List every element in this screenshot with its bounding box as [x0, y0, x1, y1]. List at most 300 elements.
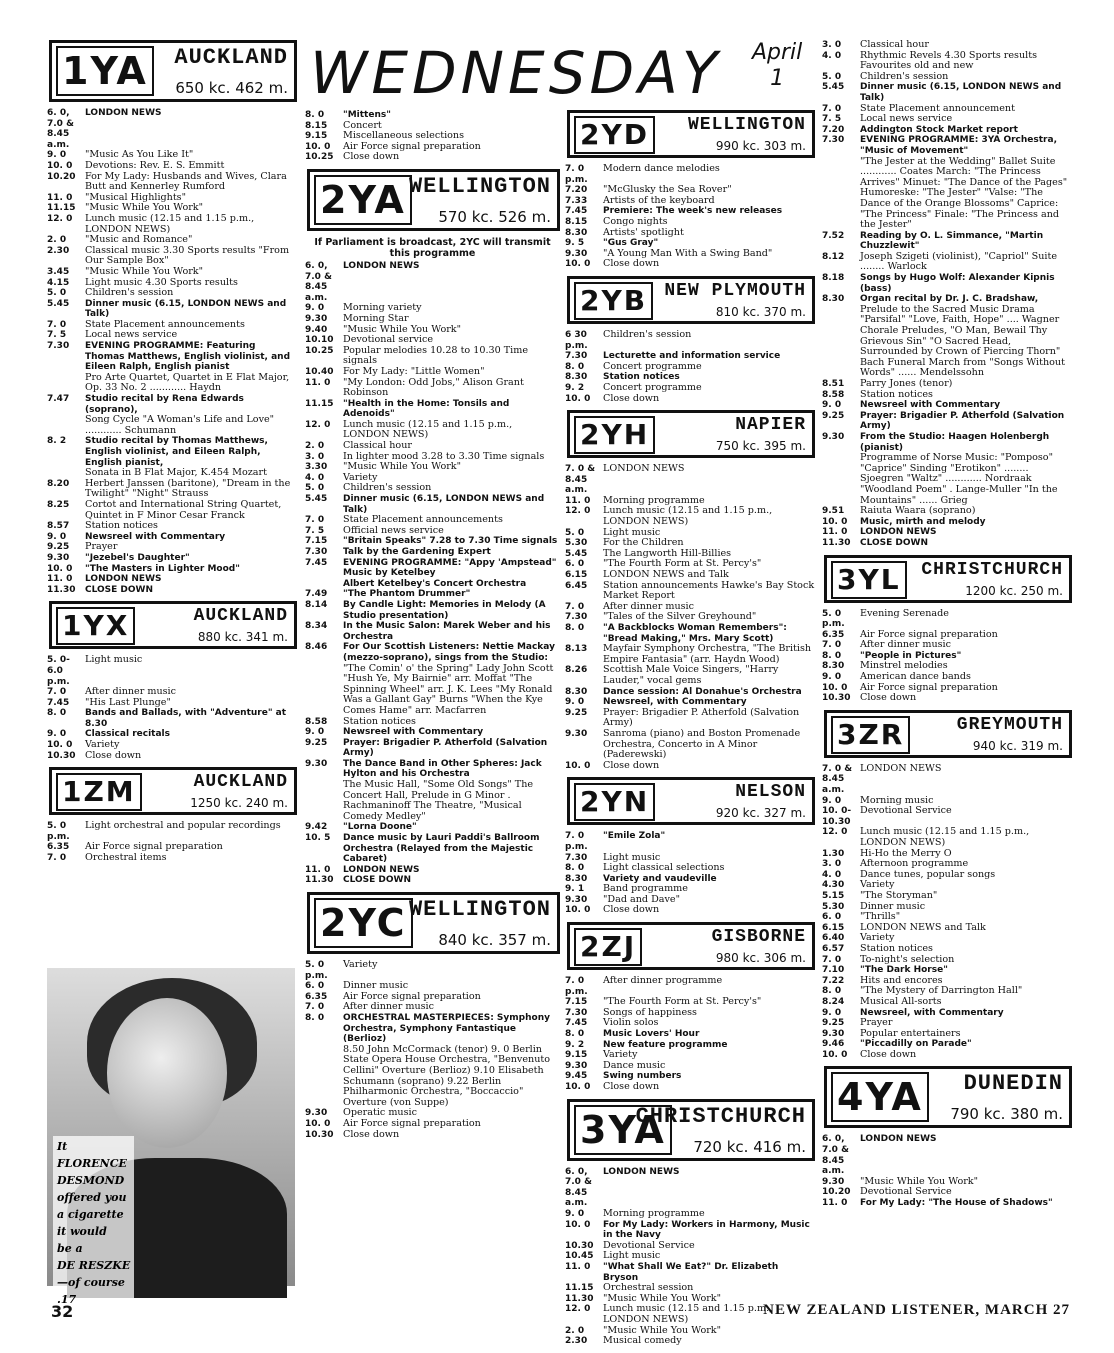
entry-time: 5. 0 p.m. — [305, 960, 328, 981]
station-masthead — [567, 276, 815, 324]
station-city: DUNEDIN — [963, 1071, 1063, 1097]
entry-title: The Music Hall, "Some Old Songs" The Concert Hall, Prelude in G Minor . Rachmaninoff The Theatre, "Musical Comedy Medley" — [343, 779, 534, 822]
programme-entry — [47, 655, 297, 687]
entry-title: Newsreel with Commentary — [860, 400, 1001, 411]
entry-time: 10. 0 — [305, 141, 331, 152]
entry-time: 2.30 — [47, 245, 70, 256]
entry-time: 8.51 — [822, 379, 845, 389]
entry-title: Children's session — [603, 328, 692, 340]
entry-title: Reading by O. L. Simmance, "Martin Chuzzlewit" — [860, 230, 1044, 252]
entry-time: 11. 0 — [47, 192, 73, 203]
entry-time: 2. 0 — [565, 1325, 585, 1336]
entry-title: Air Force signal preparation — [85, 841, 223, 853]
programme-entry — [47, 564, 297, 575]
entry-time: 9.25 — [822, 410, 845, 421]
entry-title: Devotional service — [343, 334, 434, 346]
entry-time: 12. 0 — [565, 1304, 591, 1315]
entry-title: Variety — [603, 1049, 638, 1061]
entry-time — [47, 468, 85, 479]
station-frequency: 990 kc. 303 m. — [715, 139, 806, 153]
entry-time: 7. 0 — [305, 1002, 325, 1013]
entry-time: 12. 0 — [305, 419, 331, 430]
entry-title: Devotional Service — [860, 805, 952, 817]
entry-time: 11.30 — [47, 584, 76, 595]
entry-time: 7.20 — [565, 185, 588, 196]
entry-time: 9.25 — [305, 737, 328, 748]
programme-entry — [822, 1198, 1072, 1209]
station-city: CHRISTCHURCH — [635, 1103, 806, 1129]
entry-title: Newsreel with Commentary — [85, 531, 226, 542]
station-2yb — [565, 276, 815, 410]
advert-photo — [47, 968, 295, 1306]
entry-title: LONDON NEWS — [860, 762, 942, 774]
programme-entry — [305, 600, 560, 621]
entry-time: 8.26 — [565, 665, 588, 676]
station-masthead — [307, 892, 560, 954]
entry-title: Song Cycle "A Woman's Life and Love" ............ Schumann — [85, 414, 275, 436]
programme-entry — [822, 640, 1072, 651]
advert-line: .17 — [57, 1293, 77, 1306]
entry-time: 10. 0 — [47, 740, 73, 751]
entry-time: 9.30 — [565, 728, 588, 739]
entry-time: 8.13 — [565, 644, 588, 655]
advert-line: DE RESZKE — [57, 1259, 131, 1272]
programme-entry — [822, 609, 1072, 630]
programme-entry — [565, 687, 815, 698]
programme-entry — [822, 273, 1072, 294]
entry-title: "Mittens" — [343, 110, 391, 120]
entry-time: 9.30 — [822, 1176, 845, 1187]
entry-time: 9.25 — [822, 1018, 845, 1029]
programme-entry — [305, 346, 560, 367]
entry-time — [822, 453, 860, 506]
station-4ya — [822, 1066, 1072, 1214]
programme-entry — [47, 708, 297, 729]
entry-title: Dinner music (6.15, LONDON NEWS and Talk) — [860, 82, 1062, 103]
entry-time: 8. 0 — [305, 1012, 325, 1023]
entry-title: For Our Scottish Listeners: Nettie Mackay (mezzo-soprano), sings from the Studio: — [343, 642, 555, 663]
station-logo: 3YL — [831, 561, 907, 599]
entry-time: 10. 0 — [822, 1049, 848, 1060]
entry-title: "The Mystery of Darrington Hall" — [860, 985, 1023, 997]
programme-entry — [565, 623, 815, 644]
station-masthead — [567, 1099, 815, 1161]
entry-title: "The Dark Horse" — [860, 965, 948, 976]
entry-title: Addington Stock Market report — [860, 124, 1018, 135]
programme-entry — [305, 865, 560, 876]
station-frequency: 840 kc. 357 m. — [438, 931, 551, 949]
entry-title: Close down — [85, 749, 142, 761]
entry-time: 6.15 — [822, 922, 845, 933]
entry-time — [305, 780, 343, 822]
entry-time: 7. 0 — [47, 687, 67, 698]
programme-entry — [47, 330, 297, 341]
entry-title: "What Shall We Eat?" Dr. Elizabeth Bryson — [603, 1261, 779, 1283]
entry-title: Classical music 3.30 Sports results "From Our Sample Box" — [85, 244, 290, 267]
programme-entry — [47, 299, 297, 320]
entry-time: 10. 5 — [305, 833, 331, 844]
entry-time: 7.15 — [565, 997, 588, 1008]
entry-title: Prayer: Brigadier P. Atherfold (Salvation Army) — [860, 410, 1065, 432]
entry-time: 8.30 — [565, 227, 588, 238]
entry-time: 5. 0 p.m. — [822, 608, 845, 630]
entry-time: 8.20 — [47, 478, 70, 489]
programme-entry — [565, 976, 815, 997]
entry-title: "The Fourth Form at St. Percy's" — [603, 996, 762, 1008]
entry-title: After dinner programme — [603, 975, 723, 987]
entry-title: Cortot and International String Quartet, Quintet in F Minor Cesar Franck — [85, 498, 282, 521]
station-city: CHRISTCHURCH — [921, 559, 1063, 580]
station-logo: 2YA — [314, 175, 412, 225]
programme-entry — [47, 267, 297, 278]
entry-title: LONDON NEWS and Talk — [603, 569, 729, 581]
entry-time: 7. 0 & 8.45 a.m. — [822, 763, 853, 796]
programme-entry — [565, 164, 815, 185]
programme-entry — [565, 259, 815, 270]
entry-title: "Music While You Work" — [85, 202, 204, 214]
entry-time: 8. 0 — [565, 623, 585, 633]
programme-entry — [565, 1167, 815, 1209]
entry-title: Morning Star — [343, 312, 409, 324]
entry-time: 10.20 — [47, 171, 76, 182]
entry-title: Lunch music (12.15 and 1.15 p.m., LONDON NEWS) — [343, 418, 513, 441]
entry-title: "A Young Man With a Swing Band" — [603, 247, 773, 259]
station-logo: 2YN — [574, 783, 655, 821]
entry-time: 5.30 — [565, 538, 588, 549]
entry-time: 9. 1 — [565, 884, 585, 895]
entry-time: 5. 0 p.m. — [47, 821, 70, 842]
entry-time: 4.30 — [822, 880, 845, 891]
programme-entry — [305, 780, 560, 822]
entry-title: "My London: Odd Jobs," Alison Grant Robinson — [343, 376, 524, 399]
entry-title: Close down — [603, 759, 660, 771]
entry-time: 9.30 — [47, 552, 70, 563]
programme-entry — [47, 246, 297, 267]
entry-time: 5.45 — [47, 298, 70, 309]
entry-title: "His Last Plunge" — [85, 696, 171, 708]
entry-time: 7. 5 — [305, 525, 325, 536]
entry-title: "Emile Zola" — [603, 831, 666, 842]
column-4 — [822, 40, 1072, 1215]
programme-entry — [822, 390, 1072, 401]
programme-entry — [822, 305, 1072, 379]
entry-time — [305, 579, 343, 590]
advert-line: DESMOND — [57, 1174, 125, 1187]
programme-entry — [822, 891, 1072, 902]
entry-title: Afternoon programme — [860, 858, 969, 870]
entry-title: Light classical selections — [603, 862, 725, 874]
entry-title: For My Lady: Workers in Harmony, Music in the Navy — [603, 1219, 810, 1241]
entry-title: Classical recitals — [85, 729, 170, 740]
station-city: AUCKLAND — [193, 606, 288, 627]
programme-entry — [305, 1013, 560, 1045]
entry-title: Music Lovers' Hour — [603, 1029, 700, 1040]
entry-time: 7.45 — [565, 206, 588, 217]
entry-title: For My Lady: "Little Women" — [343, 365, 485, 377]
programme-entry — [305, 314, 560, 325]
entry-time — [305, 1045, 343, 1109]
entry-title: ORCHESTRAL MASTERPIECES: Symphony Orchestra, Symphony Fantastique (Berlioz) — [343, 1012, 550, 1045]
entry-time: 6. 0, 7.0 & 8.45 a.m. — [822, 1134, 849, 1177]
entry-title: Children's session — [85, 287, 174, 299]
block-gap — [822, 1209, 1072, 1215]
station-note: If Parliament is broadcast, 2YC will transmit this programme — [314, 236, 551, 259]
entry-title: Variety — [860, 879, 895, 891]
station-masthead — [49, 601, 297, 649]
entry-title: Dance session: Al Donahue's Orchestra — [603, 686, 802, 697]
entry-time: 8.30 — [565, 873, 588, 884]
entry-time: 9. 0 — [47, 531, 67, 542]
entry-title: Concert — [343, 119, 382, 131]
station-logo: 1YX — [56, 607, 135, 645]
programme-entry — [305, 536, 560, 547]
station-masthead — [307, 169, 560, 231]
entry-title: Prelude to the Sacred Music Drama "Parsifal" "Love, Faith, Hope" .... Wagner Chorale Preludes, "O Man, Bewail Thy Grievous Sin" "O Sacred Head, Surrounded by Crown of Piercing Thorn" Bach Funeral March from "Songs Without Words" ...... Mendelssohn — [860, 303, 1065, 379]
entry-time: 11. 0 — [565, 1261, 591, 1272]
programme-entry — [47, 553, 297, 564]
entry-time: 7. 0 — [822, 103, 842, 114]
entry-time: 5. 0 — [47, 288, 67, 299]
programme-entry — [305, 759, 560, 780]
programme-entry — [305, 717, 560, 728]
entry-title: Rhythmic Revels 4.30 Sports results Favourites old and new — [860, 49, 1038, 72]
entry-time: 5.45 — [305, 494, 328, 505]
programme-entry — [305, 589, 560, 600]
programme-entry — [822, 806, 1072, 827]
entry-time: 7.52 — [822, 230, 845, 241]
entry-time: 3. 0 — [822, 859, 842, 870]
programme-entry — [565, 708, 815, 729]
entry-title: Scottish Male Voice Singers, "Harry Lauder," vocal gems — [603, 664, 779, 686]
entry-time: 6.35 — [305, 991, 328, 1002]
programme-entry — [822, 1187, 1072, 1198]
entry-time: 7.10 — [822, 965, 845, 976]
entry-time: 10.30 — [47, 750, 76, 761]
entry-time: 8. 0 — [565, 361, 585, 372]
entry-time: 2. 0 — [305, 441, 325, 452]
programme-entry — [822, 1050, 1072, 1061]
entry-title: Official news service — [343, 524, 444, 536]
programme-entry — [47, 521, 297, 532]
entry-title: Songs by Hugo Wolf: Alexander Kipnis (bass) — [860, 273, 1055, 294]
entry-title: Prayer: Brigadier P. Atherfold (Salvation Army) — [603, 706, 800, 729]
programme-entry — [822, 72, 1072, 83]
entry-time: 7.30 — [305, 547, 328, 557]
entry-title: Variety and vaudeville — [603, 873, 717, 884]
programme-entry — [565, 612, 815, 623]
station-frequency: 1250 kc. 240 m. — [190, 796, 288, 811]
entry-time: 11.30 — [305, 875, 334, 886]
entry-title: Dance music by Lauri Paddi's Ballroom Orchestra (Relayed from the Majestic Cabaret) — [343, 833, 540, 865]
programme-entry — [305, 1045, 560, 1109]
programme-entry — [47, 479, 297, 500]
entry-time: 6.15 — [565, 570, 588, 581]
entry-title: LONDON NEWS — [603, 1166, 680, 1177]
advert-caption — [53, 1136, 134, 1310]
entry-time: 7.33 — [565, 195, 588, 206]
station-logo: 2YC — [314, 898, 413, 948]
programme-entry — [305, 367, 560, 378]
entry-time: 6. 0, 7.0 & 8.45 a.m. — [565, 1166, 592, 1209]
entry-time: 9. 0 — [47, 150, 67, 161]
entry-time: 11. 0 — [822, 1198, 848, 1209]
station-2zj — [565, 922, 815, 1099]
entry-title: Studio recital by Thomas Matthews, English violinist, and Eileen Ralph, English pianist, — [85, 436, 268, 468]
entry-time — [47, 373, 85, 394]
entry-title: Air Force signal preparation — [860, 681, 998, 693]
entry-time — [305, 664, 343, 717]
entry-time: 8.34 — [305, 621, 328, 632]
entry-time: 4. 0 — [822, 50, 842, 61]
entry-title: Parry Jones (tenor) — [860, 378, 953, 389]
programme-entry — [565, 644, 815, 665]
entry-title: Light music 4.30 Sports results — [85, 276, 238, 288]
programme-entry — [822, 997, 1072, 1008]
entry-title: For the Children — [603, 537, 684, 549]
station-logo: 2YH — [574, 416, 655, 454]
entry-title: Variety — [860, 932, 895, 944]
entry-title: "Music As You Like It" — [85, 149, 194, 161]
entry-time: 4.15 — [47, 277, 70, 288]
entry-title: LONDON NEWS — [85, 108, 162, 118]
programme-entry — [305, 420, 560, 441]
entry-time: 8. 0 — [565, 1029, 585, 1040]
entry-title: "A Backblocks Woman Remembers": "Bread Making," Mrs. Mary Scott) — [603, 623, 787, 644]
station-masthead — [567, 777, 815, 825]
entry-time: 5.45 — [565, 548, 588, 559]
entry-time: 9.51 — [822, 506, 845, 517]
programme-entry — [305, 1002, 560, 1013]
entry-title: Herbert Janssen (baritone), "Dream in the Twilight" "Night" Strauss — [85, 477, 291, 500]
entry-title: For My Lady: Husbands and Wives, Clara Butt and Kennerley Rumford — [85, 170, 287, 193]
entry-title: "Music While You Work" — [860, 1175, 979, 1187]
entry-title: "The Comin' o' the Spring" Lady John Scott "Hush Ye, My Bairnie" arr. Moffat "The Spinning Wheel" arr. J. K. Lees "My Ronald Was a Gallant Gay" Burns "When the Kye Comes Hame" arr. Macfarren — [343, 662, 554, 716]
entry-title: Sanroma (piano) and Boston Promenade Orchestra, Concerto in A Minor (Paderewski) — [603, 727, 801, 761]
entry-time: 5. 0 — [822, 71, 842, 82]
entry-title: "Music and Romance" — [85, 234, 193, 246]
programme-entry — [305, 621, 560, 642]
station-masthead — [824, 1066, 1072, 1128]
entry-title: Light music — [603, 1250, 661, 1262]
page-number: 32 — [51, 1302, 74, 1321]
entry-title: LONDON NEWS — [343, 260, 420, 271]
entry-title: LONDON NEWS — [603, 463, 685, 475]
entry-time: 9. 0 — [565, 1208, 585, 1219]
entry-time: 7. 5 — [822, 114, 842, 125]
entry-title: Morning music — [860, 794, 934, 806]
entry-time: 9.40 — [305, 324, 328, 335]
entry-title: Albert Ketelbey's Concert Orchestra — [343, 578, 527, 589]
entry-title: The Langworth Hill-Billies — [603, 547, 732, 559]
entry-time: 8.18 — [822, 273, 845, 284]
entry-time: 6.35 — [47, 842, 70, 853]
entry-title: Lunch music (12.15 and 1.15 p.m., LONDON NEWS) — [860, 826, 1030, 848]
entry-time: 11.15 — [565, 1283, 594, 1294]
entry-time: 9.30 — [565, 894, 588, 905]
programme-entry — [47, 585, 297, 596]
entry-title: "The Jester at the Wedding" Ballet Suite ............ Coates March: "The Princess Arrives" Minuet: "The Dance of the Pages" Humoreske: "The Jester" "Valse: "The Dance of the Orange Blossoms" Caprice: "The Princess" Finale: "The Princess and the Jester" — [860, 155, 1068, 231]
station-2yn — [565, 777, 815, 922]
advert-line: a cigarette — [57, 1208, 124, 1221]
entry-time: 7.45 — [565, 1018, 588, 1029]
entry-title: Dinner music — [343, 980, 409, 992]
entry-time: 11.15 — [305, 398, 334, 409]
entry-title: Variety — [343, 959, 378, 970]
station-masthead — [567, 410, 815, 458]
station-masthead — [824, 555, 1072, 603]
entry-time: 9.45 — [565, 1071, 588, 1082]
entry-title: "Dad and Dave" — [603, 893, 681, 905]
entry-time: 6. 0 — [305, 981, 325, 992]
programme-entry — [47, 172, 297, 193]
station-3zr — [822, 710, 1072, 1067]
entry-title: Devotional Service — [860, 1186, 952, 1198]
programme-entry — [565, 196, 815, 207]
programme-entry — [565, 1336, 815, 1347]
entry-title: Concert programme — [603, 360, 702, 372]
station-frequency: 750 kc. 395 m. — [715, 439, 806, 454]
entry-title: Close down — [860, 1048, 917, 1060]
station-masthead — [567, 922, 815, 970]
entry-title: Prayer — [860, 1017, 893, 1029]
station-2yd — [565, 110, 815, 276]
station-city: AUCKLAND — [174, 45, 288, 70]
entry-title: Newsreel, with Commentary — [603, 697, 747, 708]
programme-entry — [47, 821, 297, 842]
programme-entry — [305, 483, 560, 494]
programme-entry — [565, 1018, 815, 1029]
station-masthead — [824, 710, 1072, 758]
entry-time: 9.42 — [305, 822, 328, 833]
entry-time: 10.30 — [822, 693, 851, 704]
entry-time: 5.45 — [822, 82, 845, 93]
entry-title: Air Force signal preparation — [343, 1117, 481, 1129]
programme-entry — [305, 399, 560, 420]
entry-time: 7.49 — [305, 589, 328, 600]
entry-time: 10. 0 — [822, 516, 848, 527]
entry-time: 6.40 — [822, 933, 845, 944]
programme-entry — [47, 436, 297, 468]
entry-title: "Lorna Doone" — [343, 822, 417, 833]
entry-title: EVENING PROGRAMME: 3YA Orchestra, "Music of Movement" — [860, 135, 1057, 156]
entry-title: Newsreel with Commentary — [343, 727, 484, 738]
station-logo: 1YA — [56, 46, 154, 96]
entry-time: 8.57 — [47, 521, 70, 532]
entry-title: LONDON NEWS — [860, 1134, 937, 1145]
entry-time: 9.30 — [822, 431, 845, 442]
entry-title: Popular melodies 10.28 to 10.30 Time signals — [343, 344, 529, 367]
entry-time: 9. 0 — [822, 1007, 842, 1018]
programme-entry — [47, 751, 297, 762]
entry-time: 7. 5 — [47, 330, 67, 341]
entry-title: State Placement announcements — [343, 514, 503, 526]
entry-title: Close down — [343, 1128, 400, 1140]
entry-time: 7.30 — [47, 341, 70, 352]
programme-entry — [565, 581, 815, 602]
station-logo: 3YA — [574, 1105, 672, 1155]
entry-time: 9.30 — [305, 758, 328, 769]
advert-line: offered you — [57, 1191, 127, 1204]
entry-title: 8.50 John McCormack (tenor) 9. 0 Berlin State Opera House Orchestra, "Benvenuto Cellini" Overture (Berlioz) 9.10 Elisabeth Schumann (soprano) 9.22 Berlin Philharmonic Orchestra, "Boccaccio" Overture (von Suppe) — [343, 1043, 551, 1108]
entry-title: Dinner music — [860, 900, 926, 912]
programme-entry — [305, 875, 560, 886]
entry-time: 8.30 — [565, 686, 588, 697]
entry-title: Morning programme — [603, 494, 705, 506]
entry-title: Prayer — [85, 541, 118, 553]
programme-entry — [822, 944, 1072, 955]
entry-title: Evening Serenade — [860, 607, 949, 619]
programme-entry — [565, 729, 815, 761]
